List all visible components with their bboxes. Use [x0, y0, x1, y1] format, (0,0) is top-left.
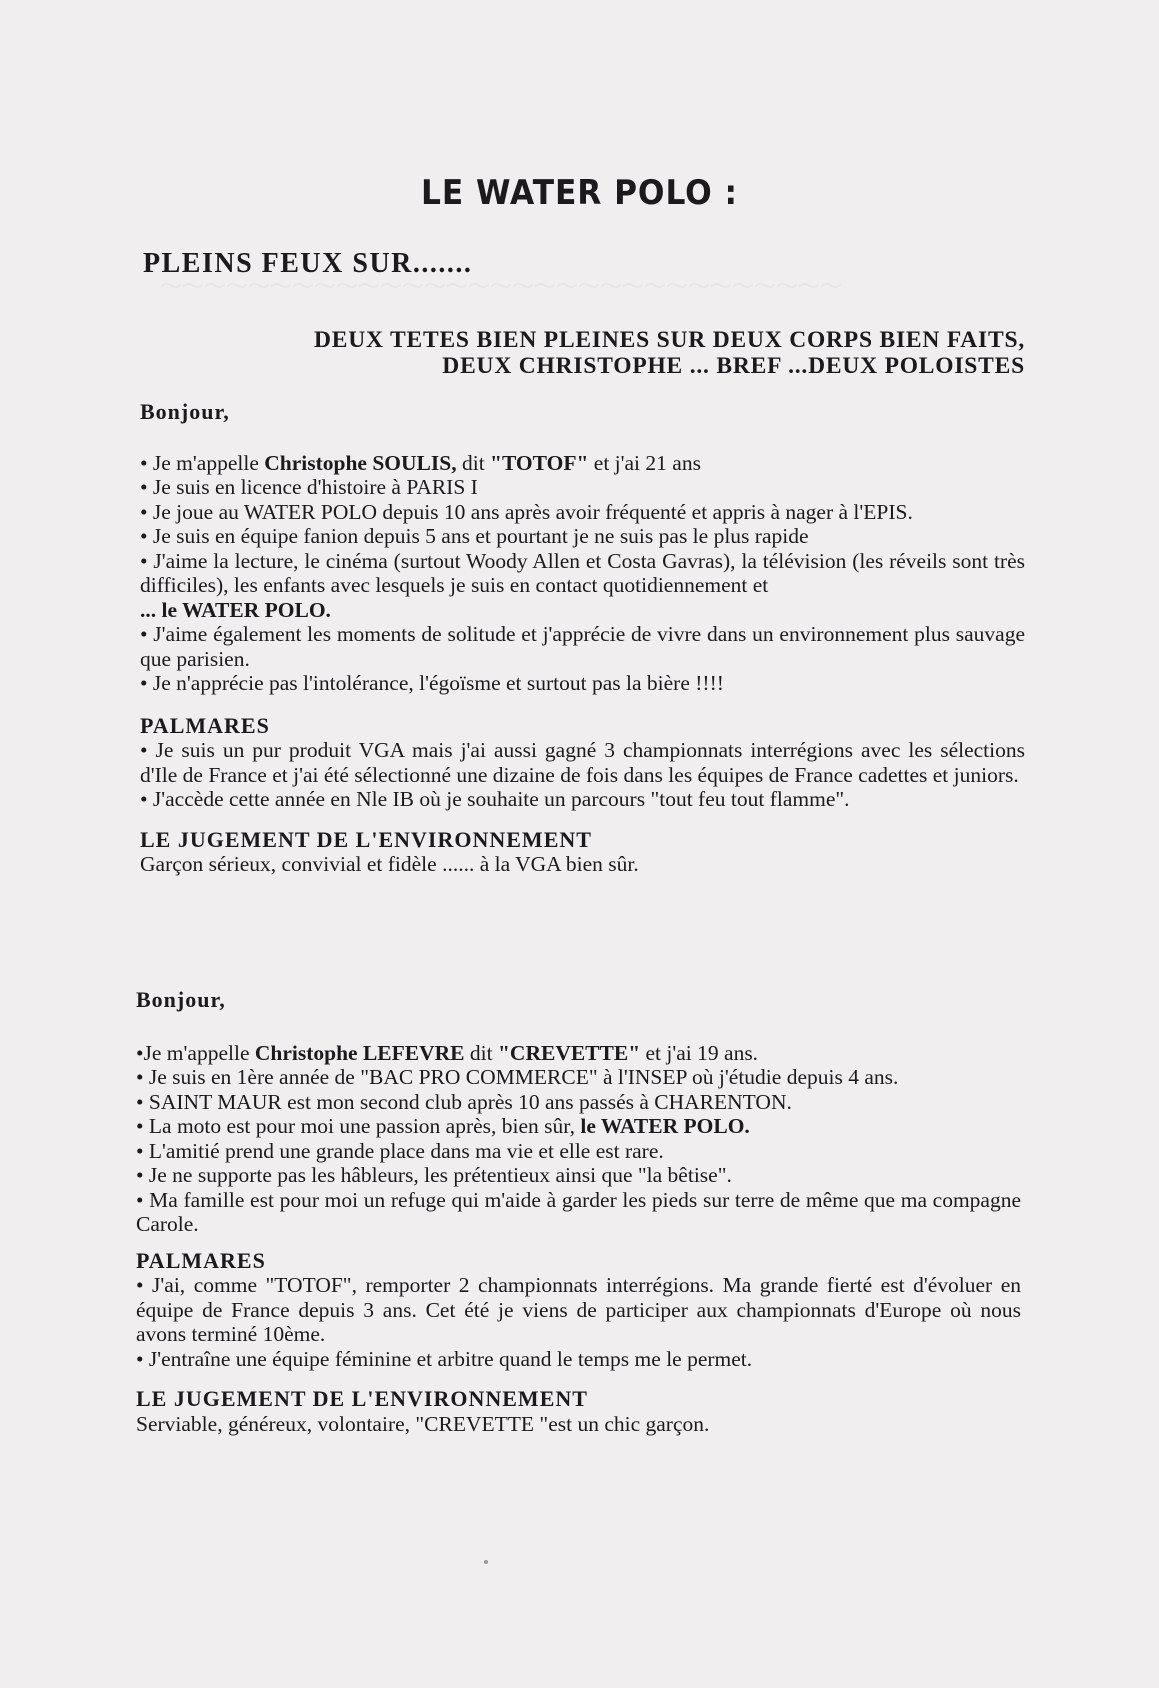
- bullet-line: • L'amitié prend une grande place dans ma vie et elle est rare.: [136, 1138, 664, 1163]
- subtitle: [314, 327, 1025, 379]
- intro-line: [136, 1041, 1021, 1066]
- subtitle-line-1: DEUX TETES BIEN PLEINES SUR DEUX CORPS BIEN FAITS,: [313, 327, 1025, 353]
- page-title: LE WATER POLO :: [421, 172, 738, 213]
- intro-text: et j'ai 21 ans: [588, 450, 701, 475]
- judgment-heading: LE JUGEMENT DE L'ENVIRONNEMENT: [140, 826, 592, 852]
- bullet-line: [140, 598, 1025, 623]
- bullet-line: • SAINT MAUR est mon second club après 10 ans passés à CHARENTON.: [136, 1089, 792, 1114]
- intro-text: et j'ai 19 ans.: [640, 1040, 759, 1065]
- judgment-text: Garçon sérieux, convivial et fidèle ...... à la VGA bien sûr.: [140, 852, 639, 876]
- judgment-text: Serviable, généreux, volontaire, "CREVETTE "est un chic garçon.: [136, 1411, 710, 1436]
- bold-text: ... le WATER POLO.: [140, 597, 331, 622]
- bullet-line: • J'entraîne une équipe féminine et arbitre quand le temps me le permet.: [136, 1346, 753, 1371]
- greeting: Bonjour,: [140, 399, 230, 424]
- bullet-text: • La moto est pour moi une passion après, bien sûr,: [136, 1114, 581, 1138]
- profile-lefevre: [136, 988, 1021, 1436]
- page-speck: [484, 1560, 488, 1564]
- nickname: "CREVETTE": [497, 1040, 641, 1065]
- intro-text: • Je m'appelle: [140, 450, 265, 475]
- bold-text: le WATER POLO.: [580, 1114, 750, 1138]
- section-heading: PLEINS FEUX SUR.......: [143, 248, 473, 279]
- intro-text: dit: [464, 1040, 498, 1065]
- bullet-line: • Je n'apprécie pas l'intolérance, l'égoïsme et surtout pas la bière !!!!: [140, 671, 724, 695]
- nickname: "TOTOF": [490, 450, 589, 475]
- judgment-heading: LE JUGEMENT DE L'ENVIRONNEMENT: [136, 1386, 588, 1411]
- intro-text: •Je m'appelle: [136, 1040, 255, 1065]
- bullet-line: • J'aime la lecture, le cinéma (surtout Woody Allen et Costa Gavras), la télévision (les réveils sont très difficiles), les enfants avec lesquels je suis en contact quotidiennement et: [140, 548, 1025, 597]
- intro-line: [140, 451, 1025, 476]
- bullet-line: • Je suis en 1ère année de "BAC PRO COMMERCE" à l'INSEP où j'étudie depuis 4 ans.: [136, 1065, 899, 1089]
- person-name: Christophe SOULIS,: [264, 450, 457, 475]
- palmares-heading: PALMARES: [136, 1247, 266, 1273]
- palmares-heading: PALMARES: [140, 712, 270, 738]
- bullet-line: • J'ai, comme "TOTOF", remporter 2 championnats interrégions. Ma grande fierté est d'évoluer en équipe de France depuis 3 ans. Cet été je viens de participer aux championnats d'Europe où nous avons terminé 10ème.: [136, 1273, 1021, 1346]
- bullet-line: [136, 1114, 1021, 1139]
- bullet-line: • Je ne supporte pas les hâbleurs, les prétentieux ainsi que "la bêtise".: [136, 1163, 732, 1187]
- bullet-line: • Je joue au WATER POLO depuis 10 ans après avoir fréquenté et appris à nager à l'EPIS.: [140, 499, 913, 524]
- bullet-line: • J'aime également les moments de solitude et j'apprécie de vivre dans un environnement plus sauvage que parisien.: [140, 622, 1025, 671]
- profile-soulis: [140, 400, 1025, 877]
- bullet-line: • J'accède cette année en Nle IB où je souhaite un parcours "tout feu tout flamme".: [140, 787, 850, 811]
- subtitle-line-2: DEUX CHRISTOPHE ... BREF ...DEUX POLOISTES: [442, 353, 1025, 379]
- bullet-line: • Je suis en équipe fanion depuis 5 ans et pourtant je ne suis pas le plus rapide: [140, 524, 809, 548]
- bullet-line: • Je suis en licence d'histoire à PARIS I: [140, 475, 478, 499]
- intro-text: dit: [456, 450, 491, 475]
- bullet-line: • Ma famille est pour moi un refuge qui m'aide à garder les pieds sur terre de même que ma compagne Carole.: [136, 1187, 1021, 1236]
- bullet-line: • Je suis un pur produit VGA mais j'ai aussi gagné 3 championnats interrégions avec les sélections d'Ile de France et j'ai été sélectionné une dizaine de fois dans les équipes de France cadettes et juniors.: [140, 738, 1025, 787]
- greeting: Bonjour,: [136, 987, 226, 1012]
- person-name: Christophe LEFEVRE: [254, 1040, 465, 1065]
